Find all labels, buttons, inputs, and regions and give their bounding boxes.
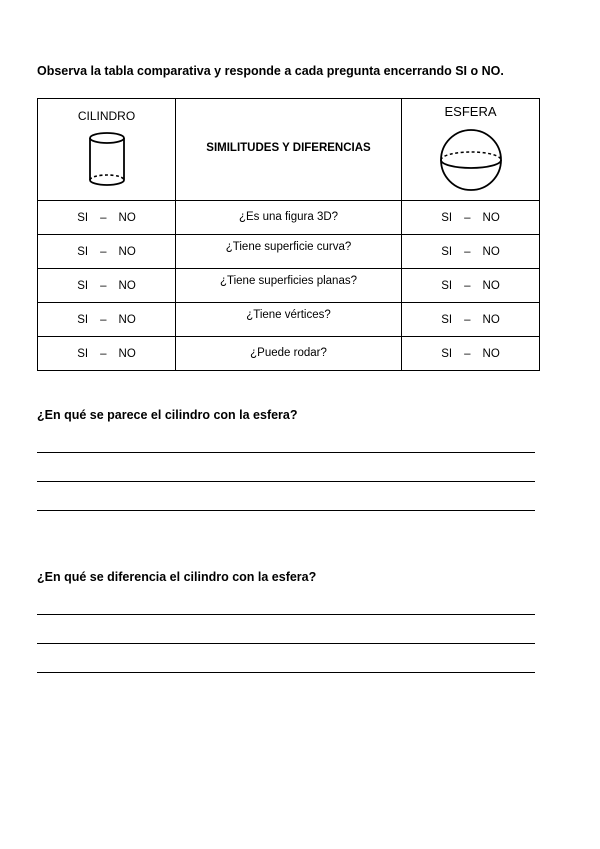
no-option[interactable]: NO (482, 279, 500, 292)
yes-option[interactable]: SI (77, 211, 89, 224)
question-similarity: ¿En qué se parece el cilindro con la esfera? (37, 408, 298, 422)
table-row (38, 201, 540, 235)
table-header-row (38, 99, 540, 201)
sphere-answer-cell (402, 303, 540, 337)
yes-option[interactable]: SI (441, 245, 453, 258)
sphere-header-cell (402, 99, 540, 201)
sphere-icon (435, 128, 507, 192)
question-cell (176, 303, 402, 337)
question-cell (176, 269, 402, 303)
no-option[interactable]: NO (118, 279, 136, 292)
row-question: ¿Tiene superficies planas? (219, 274, 357, 287)
question-cell (176, 337, 402, 371)
separator: – (100, 245, 107, 258)
separator: – (100, 279, 107, 292)
sphere-answer-cell (402, 337, 540, 371)
yes-option[interactable]: SI (77, 245, 89, 258)
answer-line[interactable] (37, 614, 535, 615)
cylinder-answer-cell (38, 337, 176, 371)
instruction-text: Observa la tabla comparativa y responde a cada pregunta encerrando SI o NO. (37, 64, 504, 78)
criteria-title: SIMILITUDES Y DIFERENCIAS (206, 141, 371, 154)
separator: – (464, 245, 471, 258)
question-cell (176, 235, 402, 269)
yes-option[interactable]: SI (77, 279, 89, 292)
separator: – (100, 211, 107, 224)
cylinder-answer-cell (38, 235, 176, 269)
yes-option[interactable]: SI (441, 313, 453, 326)
yes-option[interactable]: SI (441, 347, 453, 360)
separator: – (100, 347, 107, 360)
row-question: ¿Puede rodar? (250, 346, 327, 359)
no-option[interactable]: NO (118, 313, 136, 326)
separator: – (464, 211, 471, 224)
table-row (38, 337, 540, 371)
sphere-answer-cell (402, 269, 540, 303)
cylinder-title: CILINDRO (77, 108, 136, 123)
answer-line[interactable] (37, 672, 535, 673)
answer-line[interactable] (37, 452, 535, 453)
cylinder-header-cell (38, 99, 176, 201)
no-option[interactable]: NO (482, 313, 500, 326)
row-question: ¿Tiene superficie curva? (225, 240, 352, 253)
no-option[interactable]: NO (482, 347, 500, 360)
comparison-table (37, 98, 540, 371)
sphere-answer-cell (402, 235, 540, 269)
separator: – (100, 313, 107, 326)
row-question: ¿Tiene vértices? (246, 308, 331, 321)
answer-line[interactable] (37, 481, 535, 482)
question-cell (176, 201, 402, 235)
criteria-header-cell (176, 99, 402, 201)
no-option[interactable]: NO (118, 347, 136, 360)
separator: – (464, 347, 471, 360)
yes-option[interactable]: SI (441, 211, 453, 224)
separator: – (464, 279, 471, 292)
no-option[interactable]: NO (118, 245, 136, 258)
yes-option[interactable]: SI (441, 279, 453, 292)
cylinder-answer-cell (38, 269, 176, 303)
separator: – (464, 313, 471, 326)
yes-option[interactable]: SI (77, 347, 89, 360)
no-option[interactable]: NO (118, 211, 136, 224)
answer-line[interactable] (37, 643, 535, 644)
sphere-title: ESFERA (444, 104, 497, 119)
cylinder-answer-cell (38, 201, 176, 235)
row-question: ¿Es una figura 3D? (238, 210, 339, 223)
table-row (38, 235, 540, 269)
question-difference: ¿En qué se diferencia el cilindro con la esfera? (37, 570, 317, 584)
sphere-answer-cell (402, 201, 540, 235)
cylinder-answer-cell (38, 303, 176, 337)
no-option[interactable]: NO (482, 245, 500, 258)
yes-option[interactable]: SI (77, 313, 89, 326)
answer-line[interactable] (37, 510, 535, 511)
table-row (38, 269, 540, 303)
no-option[interactable]: NO (482, 211, 500, 224)
table-row (38, 303, 540, 337)
cylinder-icon (85, 131, 129, 189)
